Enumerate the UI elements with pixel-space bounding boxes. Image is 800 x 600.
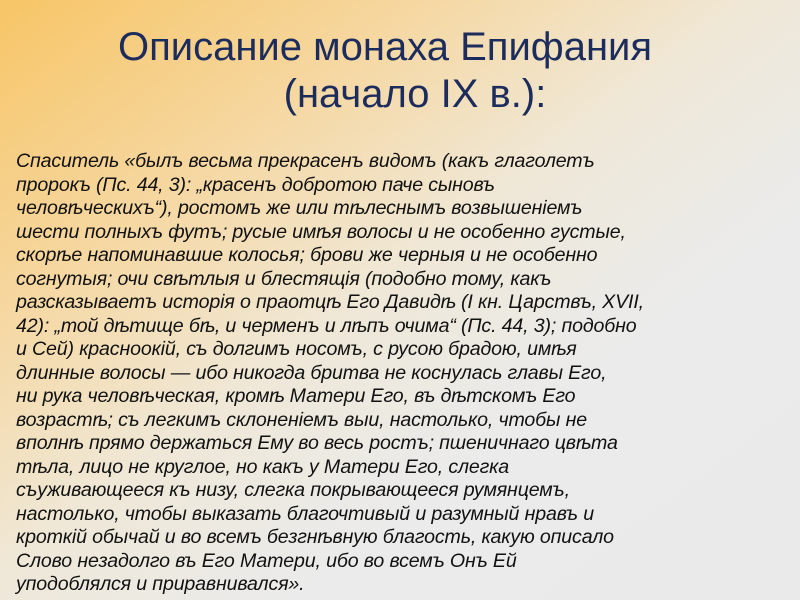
quote-line: разсказываетъ исторія о праотцѣ Его Давидѣ (I кн. Царствъ, XVII, xyxy=(16,291,644,313)
slide-title-line-1: Описание монаха Епифания xyxy=(117,25,653,69)
quote-line: и Сей) красноокій, съ долгимъ носомъ, с русою брадою, имѣя xyxy=(16,338,577,360)
quote-line: настолько, чтобы выказать благочтивый и разумный нравъ и xyxy=(16,502,594,525)
slide-title-line-2: (начало IX в.): xyxy=(283,72,547,116)
quote-line: тѣла, лицо не круглое, но какъ у Матери Его, слегка xyxy=(16,455,509,478)
quote-line: съуживающееся къ низу, слегка покрывающееся румянцемъ, xyxy=(16,479,570,501)
quote-line: ни рука человѣческая, кромѣ Матери Его, въ дѣтскомъ Его xyxy=(16,385,576,407)
quote-line: человѣческихъ“), ростомъ же или тѣлеснымъ возвышеніемъ xyxy=(16,197,583,219)
quote-line: длинные волосы — ибо никогда бритва не коснулась главы Его, xyxy=(16,361,607,384)
quote-line: Слово незадолго въ Его Матери, ибо во всемъ Онъ Ей xyxy=(16,549,517,572)
quote-line: уподоблялся и приравнивался». xyxy=(16,573,305,595)
quote-line: согнутыя; очи свѣтлыя и блестящія (подобно тому, какъ xyxy=(16,267,552,290)
quote-line: кроткій обычай и во всемъ безгнѣвную благость, какую описало xyxy=(16,526,614,548)
quote-line: скорѣе напоминавшие колосья; брови же черныя и не особенно xyxy=(16,244,598,266)
quote-text xyxy=(16,150,791,597)
quote-line: вполнѣ прямо держаться Ему во весь ростъ; пшеничнаго цвѣта xyxy=(16,432,618,454)
quote-line: шести полныхъ футъ; русые имѣя волосы и не особенно густые, xyxy=(16,220,626,243)
quote-line: 42): „той дѣтище бѣ, и черменъ и лѣпъ очима“ (Пс. 44, 3); подобно xyxy=(16,314,637,337)
slide-title xyxy=(0,24,800,118)
quote-line: пророкъ (Пс. 44, 3): „красенъ добротою паче сыновъ xyxy=(16,173,495,196)
quote-line: Спаситель «былъ весьма прекрасенъ видомъ (какъ глаголетъ xyxy=(16,150,595,172)
quote-line: возрастѣ; съ легкимъ склоненіемъ выи, настолько, чтобы не xyxy=(16,408,587,431)
